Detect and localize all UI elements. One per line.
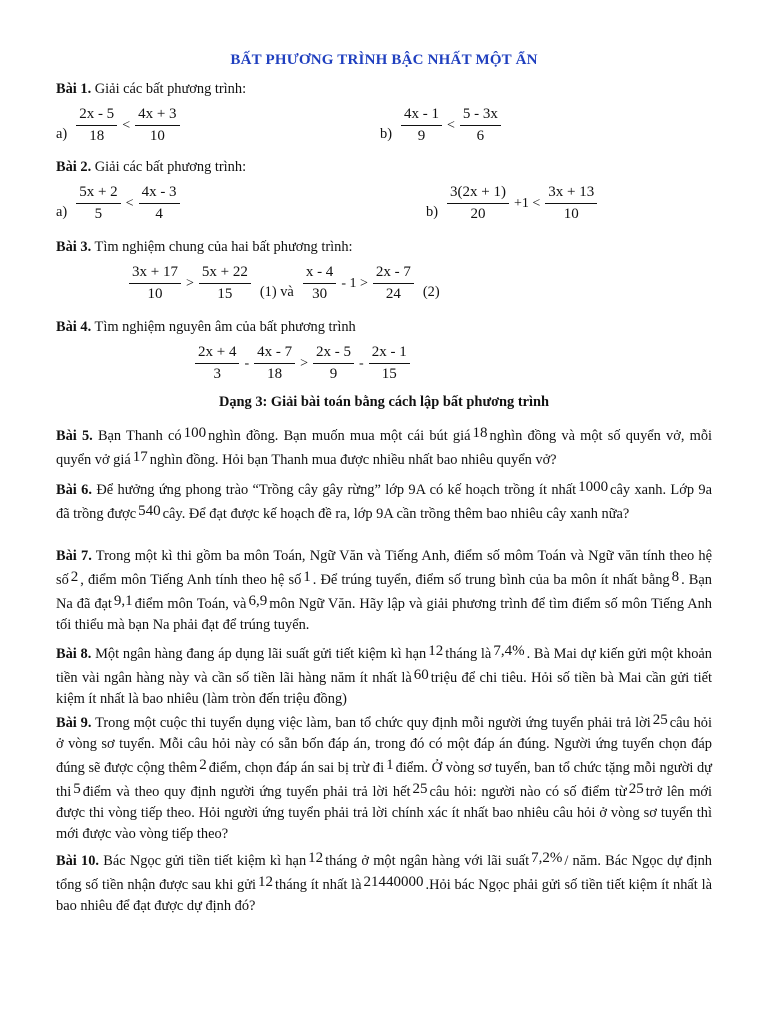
math-value: 25 (652, 712, 668, 728)
text: .Hỏi bác Ngọc phải gửi số tiền tiết kiệm ít nhất là bao nhiêu để đạt được dự định đó? (56, 877, 712, 914)
text: điểm môn Toán, và (134, 596, 247, 612)
numerator: 2x + 4 (195, 344, 239, 364)
math-value: 5 (73, 781, 81, 797)
text: / năm. Bác Ngọc dự định tổng số tiền nhận được sau khi gửi (56, 853, 712, 893)
bai2-text: Giải các bất phương trình: (91, 159, 247, 175)
bai6-paragraph (56, 477, 712, 525)
operator: +1 < (513, 195, 541, 211)
fraction (447, 184, 509, 223)
operator: > (185, 275, 194, 291)
math-value: 12 (428, 643, 444, 659)
text: điểm. Ở vòng sơ tuyển, ban tổ chức tặng mỗi người dự thi (56, 760, 712, 800)
numerator: 4x - 7 (254, 344, 295, 364)
math-value: 1000 (578, 479, 609, 495)
fraction (199, 264, 251, 303)
math-value: 17 (132, 449, 148, 465)
equation-tag: (1) và (259, 284, 294, 300)
numerator: 3(2x + 1) (447, 184, 509, 204)
operator: < (447, 117, 455, 133)
denominator: 9 (329, 366, 338, 382)
page-title: BẤT PHƯƠNG TRÌNH BẬC NHẤT MỘT ẨN (230, 52, 538, 68)
denominator: 15 (217, 286, 233, 302)
math-value: 25 (628, 781, 644, 797)
bai1-text: Giải các bất phương trình: (91, 81, 247, 97)
denominator: 15 (381, 366, 397, 382)
numerator: 2x - 1 (369, 344, 410, 364)
bai4-inequality (192, 344, 413, 383)
denominator: 5 (94, 206, 103, 222)
operator: - 1 > (341, 275, 368, 291)
operator: - (359, 355, 364, 371)
bai5-paragraph (56, 423, 712, 471)
math-value: 2 (199, 757, 207, 773)
math-value: 25 (412, 781, 428, 797)
bai1-a-inequality (56, 106, 183, 145)
fraction (401, 106, 442, 145)
bai9-label: Bài 9. (56, 715, 92, 731)
denominator: 9 (417, 128, 426, 144)
text: , điểm môn Tiếng Anh tính theo hệ số (80, 572, 302, 588)
text: Một ngân hàng đang áp dụng lãi suất gửi tiết kiệm kì hạn (91, 646, 427, 662)
text: môn Ngữ Văn. Hãy lập và giải phương trình để tìm điểm số môn Tiếng Anh tối thiểu mà bạn Na phải đạt để trúng tuyển. (56, 596, 712, 633)
numerator: 5x + 22 (199, 264, 251, 284)
bai3-label: Bài 3. (56, 239, 92, 255)
numerator: 2x - 7 (373, 264, 414, 284)
denominator: 20 (470, 206, 486, 222)
fraction (139, 184, 180, 223)
bai10-label: Bài 10. (56, 853, 100, 869)
bai3-heading (56, 238, 353, 256)
text: . Bà Mai dự kiến gửi một khoản tiền vài ngân hàng này và cần số tiền lãi hàng năm ít nhất là (56, 646, 712, 686)
operator: < (125, 195, 134, 211)
numerator: 3x + 13 (545, 184, 597, 204)
math-value: 12 (258, 874, 274, 890)
denominator: 3 (213, 366, 221, 382)
fraction (135, 106, 179, 145)
operator: < (122, 117, 131, 133)
math-value: 12 (308, 850, 324, 866)
denominator: 10 (147, 286, 163, 302)
bai2-b-inequality (426, 184, 600, 223)
bai7-paragraph (56, 546, 712, 636)
fraction (373, 264, 414, 303)
numerator: 4x - 3 (139, 184, 180, 204)
numerator: 2x - 5 (76, 106, 117, 126)
numerator: 4x + 3 (135, 106, 179, 126)
bai10-paragraph (56, 848, 712, 917)
math-value: 7,4% (493, 643, 525, 659)
operator: > (300, 355, 309, 371)
text: tháng là (445, 646, 492, 662)
fraction (313, 344, 354, 383)
denominator: 4 (155, 206, 163, 222)
bai3-text: Tìm nghiệm chung của hai bất phương trình: (91, 239, 353, 255)
section-heading-dang3: Dạng 3: Giải bài toán bằng cách lập bất phương trình (218, 394, 550, 410)
fraction (195, 344, 239, 383)
bai7-label: Bài 7. (56, 548, 92, 564)
denominator: 24 (385, 286, 401, 302)
fraction (303, 264, 337, 303)
math-value: 9,1 (113, 593, 133, 609)
denominator: 10 (563, 206, 579, 222)
fraction (129, 264, 181, 303)
bai2-heading (56, 158, 246, 176)
text: Bác Ngọc gửi tiền tiết kiệm kì hạn (99, 853, 307, 869)
bai4-heading (56, 318, 356, 336)
bai2-label: Bài 2. (56, 159, 92, 175)
denominator: 18 (89, 128, 105, 144)
math-value: 8 (671, 569, 680, 585)
text: Để hưởng ứng phong trào “Trồng cây gây rừng” lớp 9A có kế hoạch trồng ít nhất (91, 482, 577, 498)
numerator: 3x + 17 (129, 264, 181, 284)
text: điểm, chọn đáp án sai bị trừ đi (208, 760, 385, 776)
bai4-label: Bài 4. (56, 319, 92, 335)
text: Trong một cuộc thi tuyển dụng việc làm, ban tổ chức quy định mỗi người ứng tuyển phải trả lời (91, 715, 651, 731)
bai8-label: Bài 8. (56, 646, 92, 662)
text: Trong một kì thi gồm ba môn Toán, Ngữ Văn và Tiếng Anh, điểm số môm Toán và Ngữ văn tính theo hệ số (56, 548, 713, 588)
numerator: 4x - 1 (401, 106, 442, 126)
math-value: 21440000 (363, 874, 424, 890)
bai5-label: Bài 5. (56, 428, 93, 444)
denominator: 18 (267, 366, 283, 382)
bai2-a-label: a) (56, 204, 68, 220)
text: triệu để chi tiêu. Hỏi số tiền bà Mai cần gửi tiết kiệm ít nhất là bao nhiêu (làm tròn đến triệu đồng) (56, 670, 712, 707)
fraction (545, 184, 597, 223)
bai1-b-label: b) (380, 126, 392, 142)
fraction (460, 106, 501, 145)
math-value: 100 (183, 425, 207, 441)
numerator: 5 - 3x (460, 106, 501, 126)
math-value: 1 (386, 757, 394, 773)
text: câu hỏi ở vòng sơ tuyển. Mỗi câu hỏi này có sẵn bốn đáp án, trong đó có một đáp án đúng. Người ứng tuyển chọn đáp đúng sẽ được cộng thêm (56, 715, 712, 776)
text: tháng ở một ngân hàng với lãi suất (325, 853, 530, 869)
bai1-heading (56, 80, 246, 98)
denominator: 10 (149, 128, 165, 144)
numerator: 5x + 2 (76, 184, 120, 204)
bai1-b-inequality (380, 106, 504, 145)
text: nghìn đồng. Bạn muốn mua một cái bút giá (208, 428, 471, 444)
bai8-paragraph (56, 641, 712, 710)
fraction (76, 184, 120, 223)
math-value: 6,9 (248, 593, 268, 609)
text: câu hỏi: người nào có số điểm từ (429, 784, 627, 800)
bai9-paragraph (56, 710, 712, 845)
numerator: x - 4 (303, 264, 337, 284)
math-value: 18 (472, 425, 488, 441)
text: nghìn đồng. Hỏi bạn Thanh mua được nhiều nhất bao nhiêu quyển vở? (149, 452, 557, 468)
bai1-label: Bài 1. (56, 81, 92, 97)
bai1-a-label: a) (56, 126, 68, 142)
operator: - (244, 355, 250, 371)
math-value: 7,2% (531, 850, 563, 866)
fraction (254, 344, 295, 383)
text: trở lên mới được thi vòng tiếp theo. Hỏi người ứng tuyển phải trả lời chính xác ít nhất bao nhiêu câu hỏi ở vòng sơ tuyển thì mới được vào vòng tiếp theo? (56, 784, 712, 842)
text: nghìn đồng và một số quyển vở, mỗi quyển vở giá (56, 428, 713, 468)
math-value: 1 (303, 569, 311, 585)
text: cây. Để đạt được kế hoạch đề ra, lớp 9A cần trồng thêm bao nhiêu cây xanh nữa? (162, 506, 630, 522)
numerator: 2x - 5 (313, 344, 354, 364)
text: điểm và theo quy định người ứng tuyển phải trả lời hết (82, 784, 411, 800)
text: cây xanh. Lớp 9a đã trồng được (56, 482, 712, 522)
text: Bạn Thanh có (92, 428, 182, 444)
math-value: 60 (413, 667, 429, 683)
bai3-equation-system (126, 264, 446, 303)
bai4-text: Tìm nghiệm nguyên âm của bất phương trình (91, 319, 356, 335)
text: . Bạn Na đã đạt (56, 572, 712, 612)
bai6-label: Bài 6. (56, 482, 92, 498)
fraction (76, 106, 117, 145)
denominator: 6 (476, 128, 485, 144)
bai2-b-label: b) (426, 204, 438, 220)
text: . Để trúng tuyển, điểm số trung bình của ba môn ít nhất bằng (312, 572, 670, 588)
bai2-a-inequality (56, 184, 183, 223)
math-value: 2 (70, 569, 79, 585)
math-value: 540 (138, 503, 161, 519)
text: tháng ít nhất là (275, 877, 362, 893)
fraction (369, 344, 410, 383)
equation-tag: (2) (422, 284, 440, 300)
denominator: 30 (312, 286, 328, 302)
